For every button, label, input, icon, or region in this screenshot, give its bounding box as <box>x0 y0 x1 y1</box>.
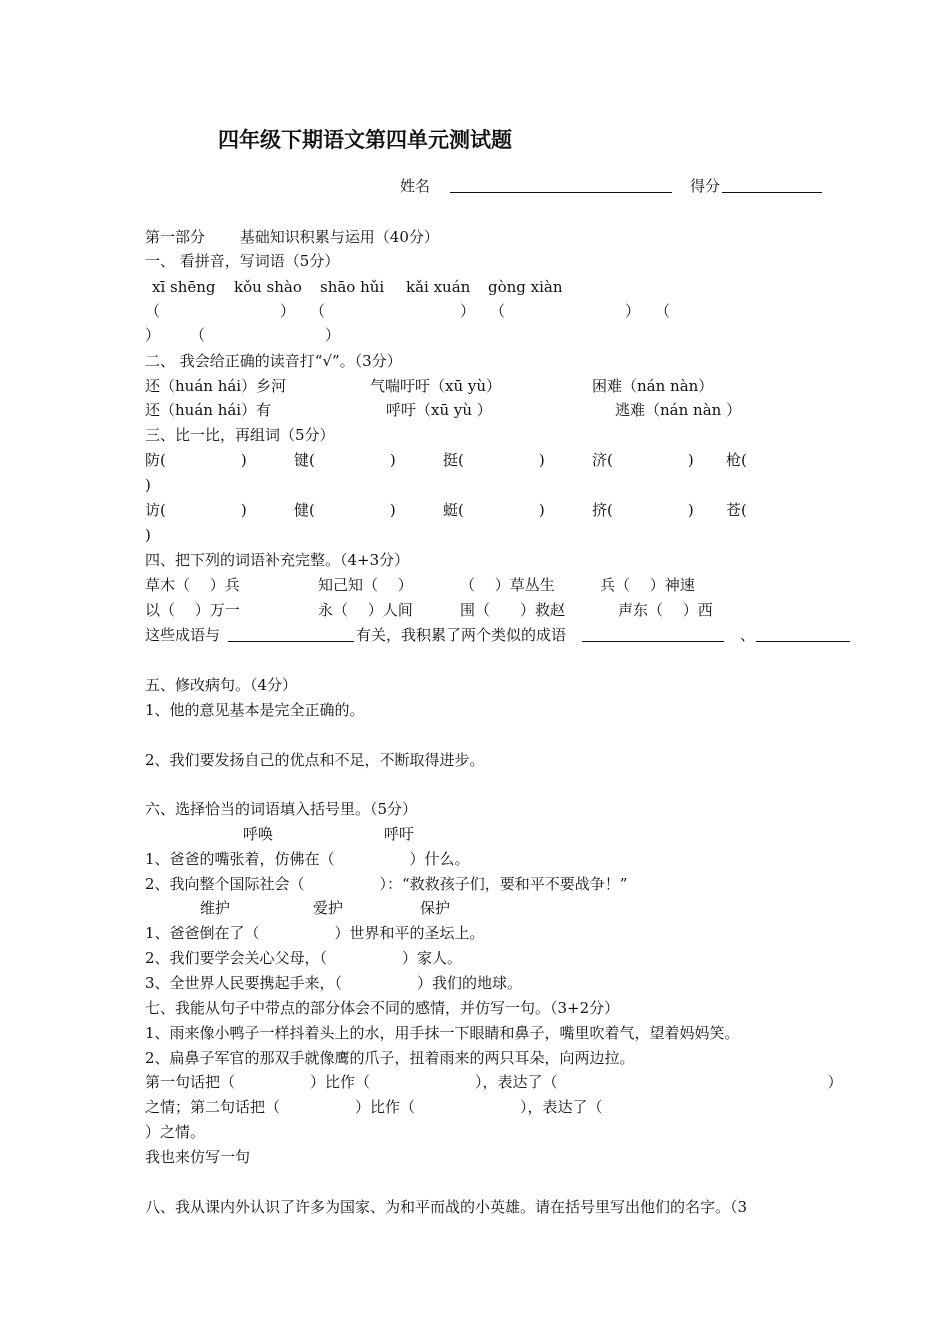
q2-item[interactable]: 呼吁（xū yù ） <box>386 401 492 419</box>
word-choice: 爱护 <box>313 899 344 917</box>
q7-fill-2[interactable]: 之情；第二句话把（ ）比作（ ），表达了（ <box>145 1098 603 1116</box>
q3-item[interactable]: 键( ) <box>294 451 396 469</box>
q4-heading: 四、把下列的词语补充完整。（4+3分） <box>145 551 410 569</box>
name-label: 姓名 <box>400 177 431 195</box>
idiom-summary-b: 有关，我积累了两个类似的成语 <box>356 626 567 644</box>
idiom-item[interactable]: 永（ ）人间 <box>318 601 413 619</box>
sentence-1: 1、他的意见基本是完全正确的。 <box>145 701 365 719</box>
pinyin-5: gòng xiàn <box>488 278 563 296</box>
pinyin-2: kǒu shào <box>234 278 302 296</box>
q2-item[interactable]: 困难（nán nàn） <box>592 377 714 395</box>
q2-item[interactable]: 还（huán hái）乡河 <box>145 377 287 395</box>
q7-fill-3[interactable]: ）之情。 <box>145 1123 206 1141</box>
score-label: 得分 <box>690 177 721 195</box>
q2-item[interactable]: 气喘吁吁（xū yù） <box>370 377 502 395</box>
idiom-summary-a: 这些成语与 <box>145 626 221 644</box>
q3-item-tail: ) <box>145 526 151 544</box>
q3-item[interactable]: 访( ) <box>145 501 247 519</box>
fill-sentence[interactable]: 2、我向整个国际社会（ ）：“救救孩子们，要和平不要战争！” <box>145 875 628 893</box>
idiom-summary-c: 、 <box>740 626 756 644</box>
q6-heading: 六、选择恰当的词语填入括号里。（5分） <box>145 800 418 818</box>
score-blank[interactable] <box>722 178 822 193</box>
q7-imitate-prompt: 我也来仿写一句 <box>145 1148 251 1166</box>
idiom-item[interactable]: 知己知（ ） <box>318 576 413 594</box>
q7-sentence-1: 1、雨来像小鸭子一样抖着头上的水，用手抹一下眼睛和鼻子，嘴里吹着气，望着妈妈笑。 <box>145 1024 740 1042</box>
q7-heading: 七、我能从句子中带点的部分体会不同的感情，并仿写一句。（3+2分） <box>145 999 620 1017</box>
q3-item[interactable]: 防( ) <box>145 451 247 469</box>
idiom-answer-blank[interactable] <box>582 627 724 642</box>
q3-item[interactable]: 蜓( ) <box>443 501 545 519</box>
fill-sentence[interactable]: 1、爸爸的嘴张着，仿佛在（ ）什么。 <box>145 850 470 868</box>
q3-item[interactable]: 枪( <box>726 451 747 469</box>
word-choice: 维护 <box>200 899 231 917</box>
q3-item-tail: ) <box>145 476 151 494</box>
word-choice: 呼唤 <box>243 825 274 843</box>
name-blank[interactable] <box>450 178 672 193</box>
word-choice: 保护 <box>420 899 451 917</box>
pinyin-1: xī shēng <box>152 278 216 296</box>
word-choice: 呼吁 <box>384 825 415 843</box>
idiom-item[interactable]: （ ）草丛生 <box>460 576 555 594</box>
q2-item[interactable]: 还（huán hái）有 <box>145 401 272 419</box>
pinyin-blank-row-2[interactable]: ） （ ） <box>145 326 341 344</box>
q3-item[interactable]: 健( ) <box>294 501 396 519</box>
q1-heading: 一、 看拼音，写词语（5分） <box>145 252 340 270</box>
q7-sentence-2: 2、扁鼻子军官的那双手就像鹰的爪子，扭着雨来的两只耳朵，向两边拉。 <box>145 1049 635 1067</box>
fill-sentence[interactable]: 1、爸爸倒在了（ ）世界和平的圣坛上。 <box>145 924 485 942</box>
q3-heading: 三、比一比，再组词（5分） <box>145 426 335 444</box>
idiom-theme-blank[interactable] <box>228 627 354 642</box>
part1-heading: 第一部分 基础知识积累与运用（40分） <box>145 228 439 246</box>
q2-item[interactable]: 逃难（nán nàn ） <box>615 401 742 419</box>
q3-item[interactable]: 济( ) <box>592 451 694 469</box>
sentence-2: 2、我们要发扬自己的优点和不足，不断取得进步。 <box>145 751 485 769</box>
pinyin-blank-row[interactable]: （ ） （ ） （ ） （ <box>145 302 671 320</box>
fill-sentence[interactable]: 2、我们要学会关心父母，（ ）家人。 <box>145 949 463 967</box>
idiom-answer-blank[interactable] <box>756 627 850 642</box>
q3-item[interactable]: 挺( ) <box>443 451 545 469</box>
fill-sentence[interactable]: 3、全世界人民要携起手来，（ ）我们的地球。 <box>145 974 523 992</box>
idiom-item[interactable]: 兵（ ）神速 <box>600 576 695 594</box>
q7-fill-1[interactable]: 第一句话把（ ）比作（ ），表达了（ ） <box>145 1073 843 1091</box>
q2-heading: 二、 我会给正确的读音打“√”。（3分） <box>145 352 402 370</box>
q3-item[interactable]: 挤( ) <box>592 501 694 519</box>
pinyin-4: kǎi xuán <box>406 278 471 296</box>
pinyin-3: shāo hǔi <box>320 278 385 296</box>
idiom-item[interactable]: 以（ ）万一 <box>145 601 240 619</box>
q5-heading: 五、修改病句。（4分） <box>145 676 298 694</box>
idiom-item[interactable]: 草木（ ）兵 <box>145 576 240 594</box>
q3-item[interactable]: 苍( <box>726 501 747 519</box>
page-title: 四年级下期语文第四单元测试题 <box>218 128 512 152</box>
idiom-item[interactable]: 围（ ）救赵 <box>460 601 566 619</box>
q8-heading: 八、我从课内外认识了许多为国家、为和平而战的小英雄。请在括号里写出他们的名字。（3 <box>145 1198 748 1216</box>
idiom-item[interactable]: 声东（ ）西 <box>618 601 713 619</box>
